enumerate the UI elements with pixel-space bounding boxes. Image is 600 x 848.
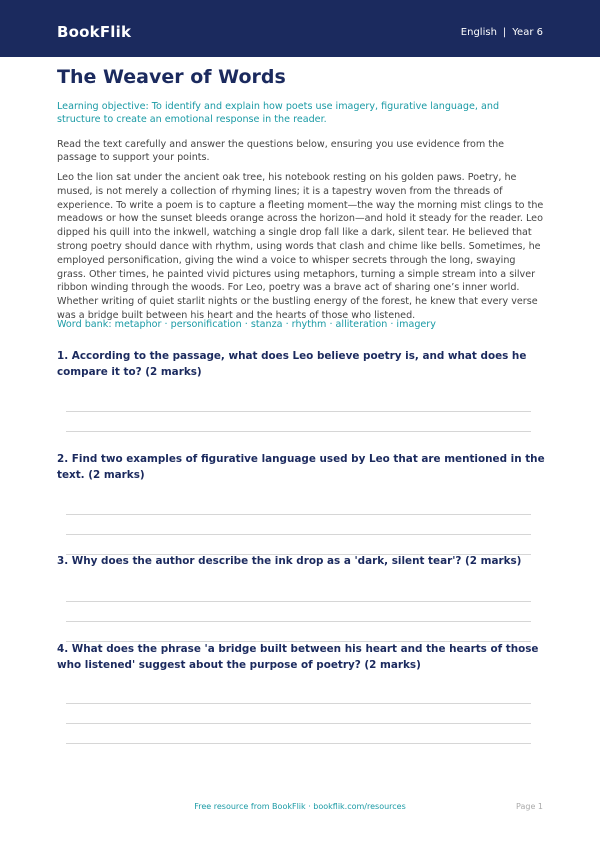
answer-line[interactable] [66, 743, 531, 744]
answer-line[interactable] [66, 534, 531, 535]
answer-line[interactable] [66, 514, 531, 515]
answer-line[interactable] [66, 411, 531, 412]
answer-line[interactable] [66, 601, 531, 602]
answer-line[interactable] [66, 621, 531, 622]
reading-passage: Leo the lion sat under the ancient oak tree, his notebook resting on his golden paws. Poetry, he mused, is not merely a collection of rhyming lines; it is a tapestry woven from the threads of experience. To write a poem is to capture a fleeting moment—the way the morning mist clings to the meadows or how the sunset bleeds orange across the horizon—and hold it steady for the reader. Leo dipped his quill into the inkwell, watching a single drop fall like a dark, silent tear. He believed that strong poetry should dance with rhythm, using words that clash and chime like bells. Sometimes, he employed personification, giving the wind a voice to whisper secrets through the long, swaying grass. Other times, he painted vivid pictures using metaphors, turning a simple stream into a silver ribbon winding through the woods. For Leo, poetry was a brave act of sharing one’s inner world. Whether writing of quiet starlit nights or the bustling energy of the forest, he knew that every verse was a bridge built between his heart and the hearts of those who listened. [57, 172, 544, 321]
footer-credit: Free resource from BookFlik · bookflik.com/resources [194, 802, 406, 811]
learning-objective: Learning objective: To identify and explain how poets use imagery, figurative language, and structure to create an emotional response in the reader. [57, 101, 500, 125]
subject-label: English [460, 27, 497, 38]
page-title: The Weaver of Words [57, 66, 286, 88]
year-label: Year 6 [512, 27, 543, 38]
question-3: 3. Why does the author describe the ink drop as a 'dark, silent tear'? (2 marks) [57, 555, 522, 567]
question-2: 2. Find two examples of figurative language used by Leo that are mentioned in the text. (2 marks) [57, 453, 545, 481]
answer-line[interactable] [66, 723, 531, 724]
question-4: 4. What does the phrase 'a bridge built between his heart and the hearts of those who listened' suggest about the purpose of poetry? (2 marks) [57, 643, 539, 671]
word-bank: Word bank: metaphor · personification · stanza · rhythm · alliteration · imagery [57, 319, 436, 330]
header-bar [0, 0, 600, 57]
brand-logo: BookFlik [57, 23, 132, 41]
answer-line[interactable] [66, 431, 531, 432]
page-number: Page 1 [516, 802, 543, 811]
instructions: Read the text carefully and answer the questions below, ensuring you use evidence from the passage to support your points. [57, 139, 505, 163]
meta-separator: | [502, 27, 507, 38]
question-1: 1. According to the passage, what does Leo believe poetry is, and what does he compare it to? (2 marks) [57, 350, 527, 378]
answer-line[interactable] [66, 703, 531, 704]
subject-year [461, 27, 543, 38]
